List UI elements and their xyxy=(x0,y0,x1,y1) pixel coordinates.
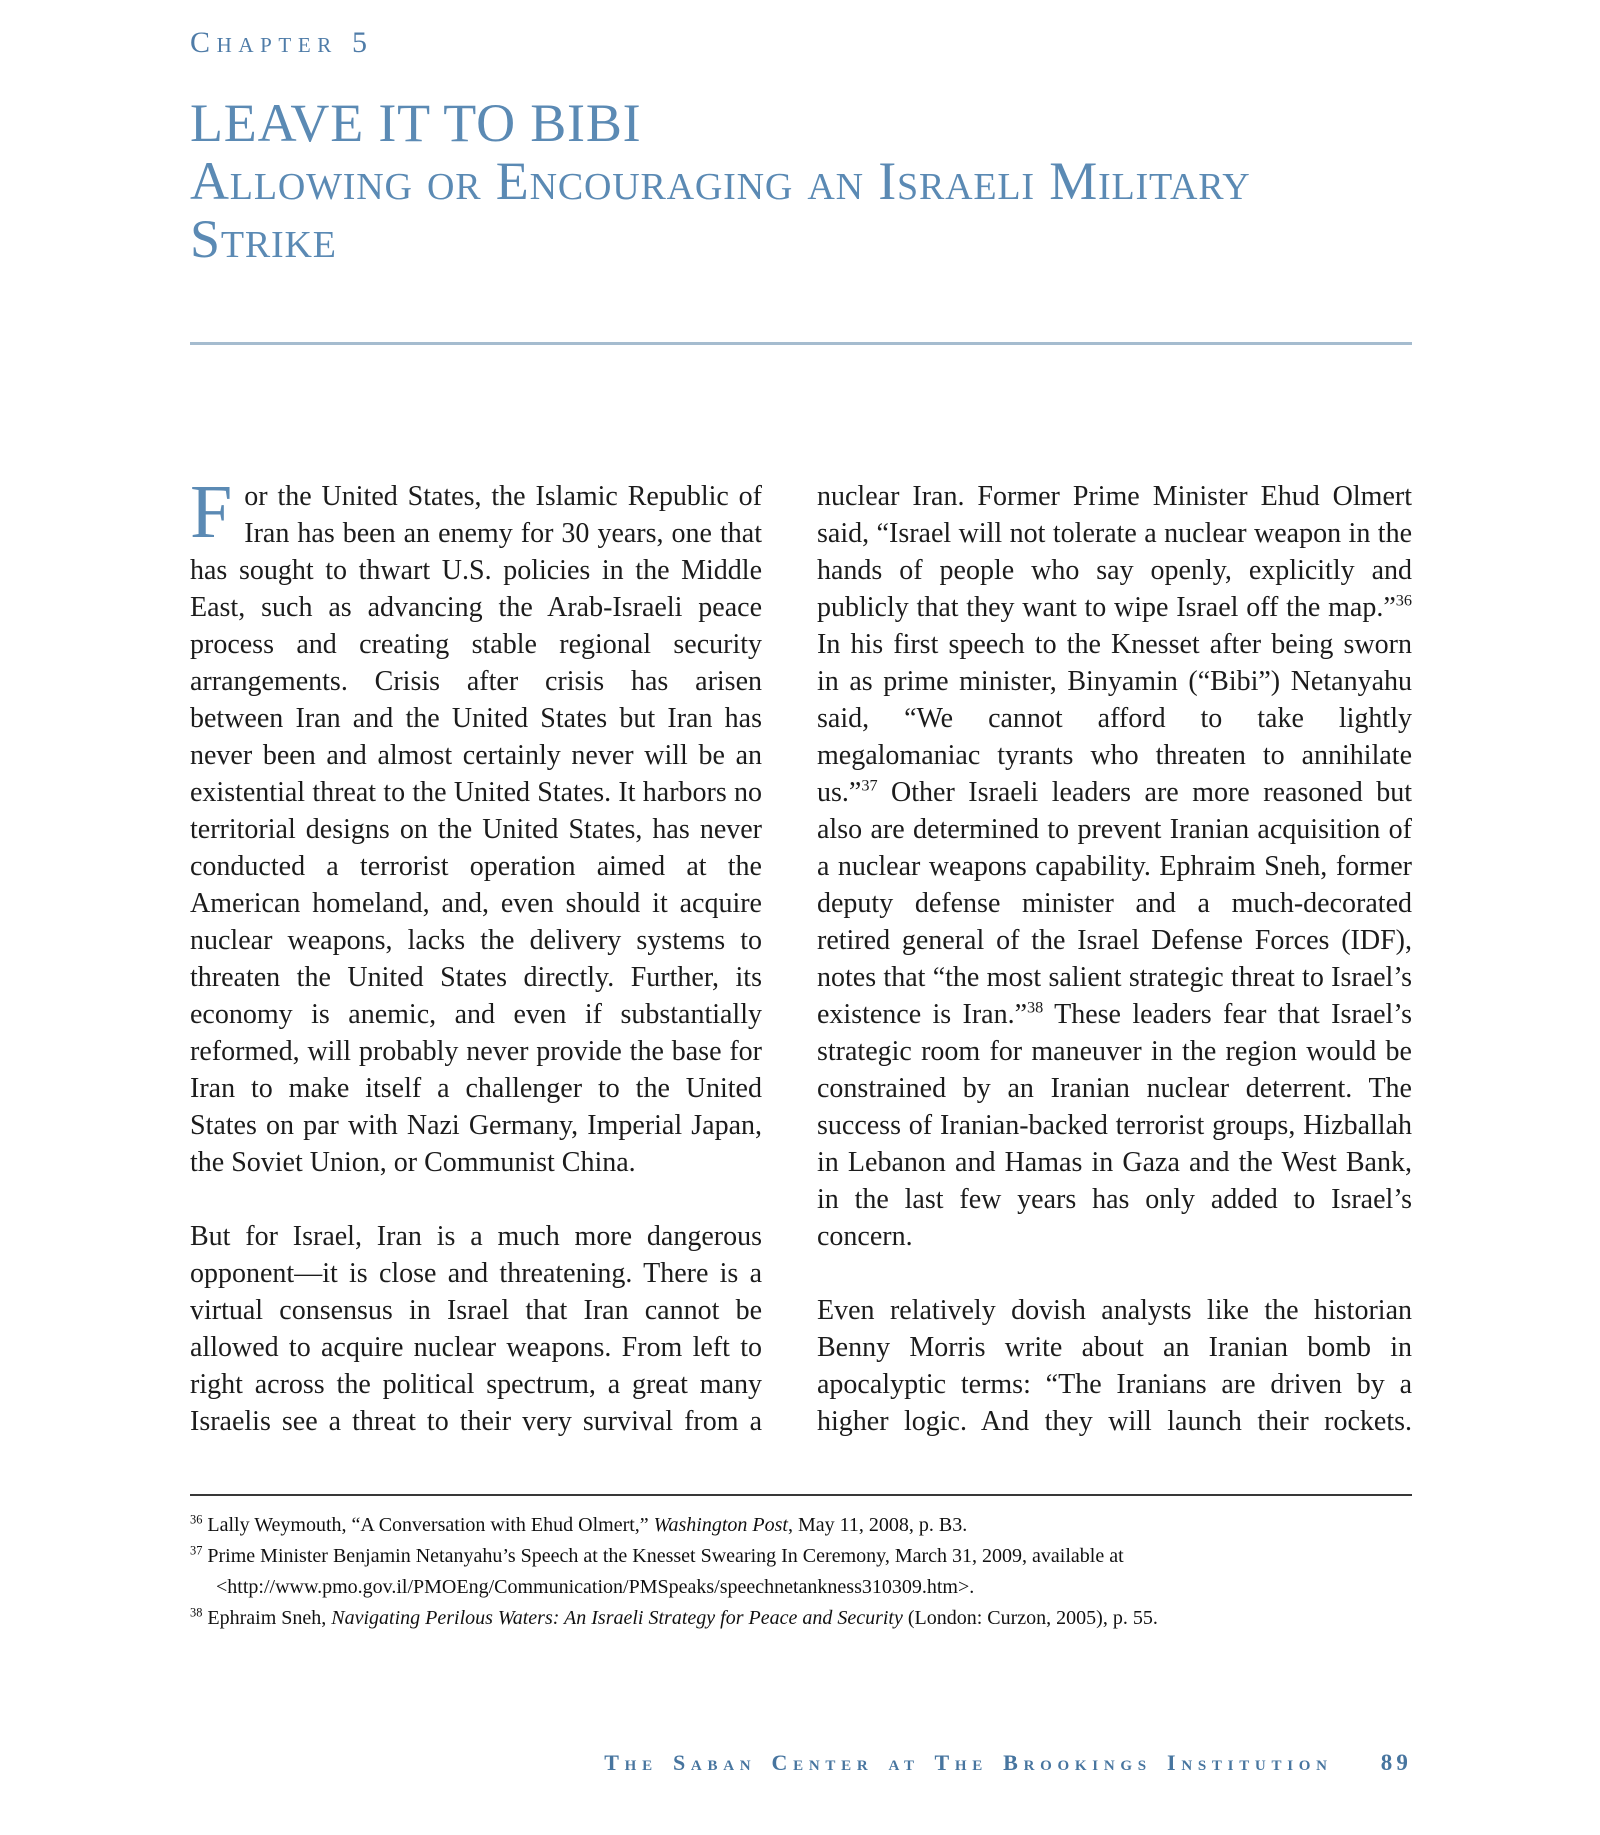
text-columns xyxy=(190,470,1412,1477)
italic-text-run: Washington Post xyxy=(653,1514,788,1536)
footnotes xyxy=(190,1494,1412,1634)
footnote-reference: 37 xyxy=(861,776,878,795)
footnote-reference: 37 xyxy=(190,1543,203,1558)
paragraph-3 xyxy=(817,478,1412,1255)
text-run: Prime Minister Benjamin Netanyahu’s Speech at the Knesset Swearing In Ceremony, March 31, 2009, available at <http://www.pmo.gov.il/PMOEng/Communication/PMSpeaks/speechnetankness310309.htm>. xyxy=(202,1545,1124,1598)
footer-imprint: The Saban Center at The Brookings Institution xyxy=(604,1750,1333,1775)
footnote-reference: 38 xyxy=(190,1605,203,1620)
text-run: Ephraim Sneh, xyxy=(202,1607,332,1629)
page-title xyxy=(190,94,1365,268)
footnote-38 xyxy=(190,1603,1412,1634)
text-run: Other Israeli leaders are more reasoned but also are determined to prevent Iranian acquisition of a nuclear weapons capability. Ephraim Sneh, former deputy defense minister and a much-decorated retired general of the Israel Defense Forces (IDF), notes that “the most salient strategic threat to Israel’s existence is Iran.” xyxy=(817,777,1412,1030)
page-subtitle: Allowing or Encouraging an Israeli Military Strike xyxy=(190,151,1251,269)
text-run: These leaders fear that Israel’s strategic room for maneuver in the region would be constrained by an Iranian nuclear deterrent. The success of Iranian-backed terrorist groups, Hizballah in Lebanon and Hamas in Gaza and the West Bank, in the last few years has only added to Israel’s concern. xyxy=(817,999,1412,1252)
drop-cap: F xyxy=(190,470,233,554)
page-number: 89 xyxy=(1380,1750,1412,1775)
footnote-reference: 36 xyxy=(1395,591,1412,610)
column-left xyxy=(190,470,762,1477)
italic-text-run: Navigating Perilous Waters: An Israeli Strategy for Peace and Security xyxy=(331,1607,903,1629)
page-title-line1: LEAVE IT TO BIBI xyxy=(190,93,642,153)
text-run: Even relatively dovish analysts like the historian Benny Morris write about an Iranian bomb in apocalyptic terms: “The Iranians are driven by a higher logic. And they will launch their rockets. xyxy=(817,1295,1412,1437)
title-rule xyxy=(190,342,1412,345)
text-run: Lally Weymouth, “A Conversation with Ehud Olmert,” xyxy=(202,1514,654,1536)
paragraph-2 xyxy=(190,1218,762,1440)
text-run: But for Israel, Iran is a much more dangerous opponent—it is close and threatening. There is a virtual consensus in Israel that Iran cannot be allowed to acquire nuclear weapons. From left to right across the political spectrum, a great many Israelis see a threat to their very survival from a xyxy=(190,1221,762,1437)
text-run: , May 11, 2008, p. B3. xyxy=(787,1514,968,1536)
footnote-37 xyxy=(190,1541,1412,1603)
footnote-reference: 36 xyxy=(190,1512,203,1527)
paragraph-1 xyxy=(190,470,762,1181)
column-right xyxy=(817,478,1412,1477)
chapter-label: Chapter 5 xyxy=(190,26,374,59)
text-run: In his first speech to the Knesset after being sworn in as prime minister, Binyamin (“Bibi”) Netanyahu said, “We cannot afford to take lightly megalomaniac tyrants who threaten to annihilate us.” xyxy=(817,629,1412,808)
text-run: or the United States, the Islamic Republic of Iran has been an enemy for 30 years, one that has sought to thwart U.S. policies in the Middle East, such as advancing the Arab-Israeli peace process and creating stable regional security arrangements. Crisis after crisis has arisen between Iran and the United States but Iran has never been and almost certainly never will be an existential threat to the United States. It harbors no territorial designs on the United States, has never conducted a terrorist operation aimed at the American homeland, and, even should it acquire nuclear weapons, lacks the delivery systems to threaten the United States directly. Further, its economy is anemic, and even if substantially reformed, will probably never provide the base for Iran to make itself a challenger to the United States on par with Nazi Germany, Imperial Japan, the Soviet Union, or Communist China. xyxy=(190,481,762,1178)
footnote-reference: 38 xyxy=(1027,998,1044,1017)
text-run: nuclear Iran. Former Prime Minister Ehud Olmert said, “Israel will not tolerate a nuclear weapon in the hands of people who say openly, explicitly and publicly that they want to wipe Israel off the map.” xyxy=(817,481,1412,623)
footnote-separator xyxy=(190,1494,1412,1496)
footnote-36 xyxy=(190,1510,1412,1541)
text-run: (London: Curzon, 2005), p. 55. xyxy=(902,1607,1158,1629)
paragraph-4 xyxy=(817,1292,1412,1440)
page-footer xyxy=(190,1750,1412,1776)
